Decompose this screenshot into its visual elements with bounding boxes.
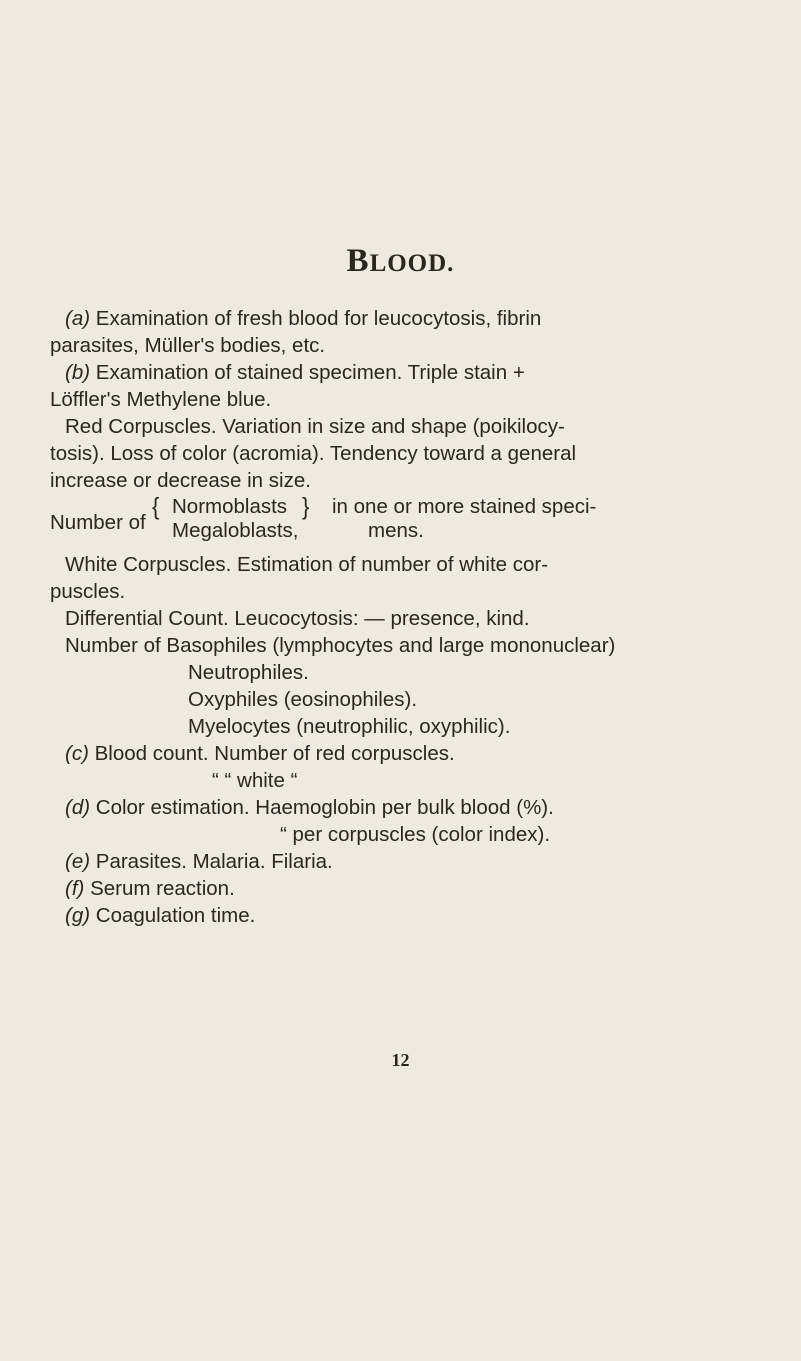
line-r1: Red Corpuscles. Variation in size and shape (poikilocy-: [65, 415, 565, 438]
line-e: [65, 848, 333, 875]
line-b1: [65, 359, 525, 386]
stained-line-2: mens.: [368, 519, 424, 542]
megaloblasts-label: Megaloblasts,: [172, 519, 299, 542]
number-of-label: Number of: [50, 511, 146, 534]
line-f: [65, 875, 235, 902]
line-g-text: Coagulation time.: [95, 904, 256, 927]
item-label-a: (a): [65, 307, 91, 330]
page-title: [0, 243, 801, 280]
title-initial: B: [346, 243, 370, 279]
item-label-d: (d): [65, 796, 91, 819]
line-d2: “ per corpuscles (color index).: [280, 823, 551, 846]
line-r2: tosis). Loss of color (acromia). Tendency toward a general: [50, 442, 577, 465]
item-label-e: (e): [65, 850, 91, 873]
line-d1-text: Color estimation. Haemoglobin per bulk blood (%).: [95, 796, 554, 819]
item-label-g: (g): [65, 904, 91, 927]
page-number: 12: [391, 1050, 410, 1070]
line-e-text: Parasites. Malaria. Filaria.: [95, 850, 333, 873]
line-r3: increase or decrease in size.: [50, 469, 311, 492]
line-a2: parasites, Müller's bodies, etc.: [50, 334, 326, 357]
line-g: [65, 902, 255, 929]
line-d1: [65, 794, 554, 821]
line-c1-text: Blood count. Number of red corpuscles.: [94, 742, 455, 765]
item-label-f: (f): [65, 877, 85, 900]
line-myelocytes: Myelocytes (neutrophilic, oxyphilic).: [188, 715, 511, 738]
line-b1-text: Examination of stained specimen. Triple stain +: [95, 361, 525, 384]
left-brace: {: [152, 492, 160, 521]
stained-line-1: in one or more stained speci-: [332, 495, 597, 518]
item-label-c: (c): [65, 742, 89, 765]
line-a1-text: Examination of fresh blood for leucocytosis, fibrin: [95, 307, 542, 330]
normoblasts-label: Normoblasts: [172, 495, 288, 518]
line-c1: [65, 740, 455, 767]
line-differential: Differential Count. Leucocytosis: — presence, kind.: [65, 607, 530, 630]
line-basophiles: Number of Basophiles (lymphocytes and large mononuclear): [65, 634, 616, 657]
right-brace: }: [302, 492, 310, 521]
line-w2: puscles.: [50, 580, 126, 603]
line-neutrophiles: Neutrophiles.: [188, 661, 309, 684]
line-w1: White Corpuscles. Estimation of number of white cor-: [65, 553, 549, 576]
line-a1: [65, 305, 541, 332]
line-oxyphiles: Oxyphiles (eosinophiles).: [188, 688, 418, 711]
title-rest: LOOD.: [369, 250, 455, 277]
number-of-brace-group: [50, 492, 760, 549]
line-f-text: Serum reaction.: [90, 877, 235, 900]
line-b2: Löffler's Methylene blue.: [50, 388, 272, 411]
item-label-b: (b): [65, 361, 91, 384]
line-c2: “ “ white “: [212, 769, 298, 792]
